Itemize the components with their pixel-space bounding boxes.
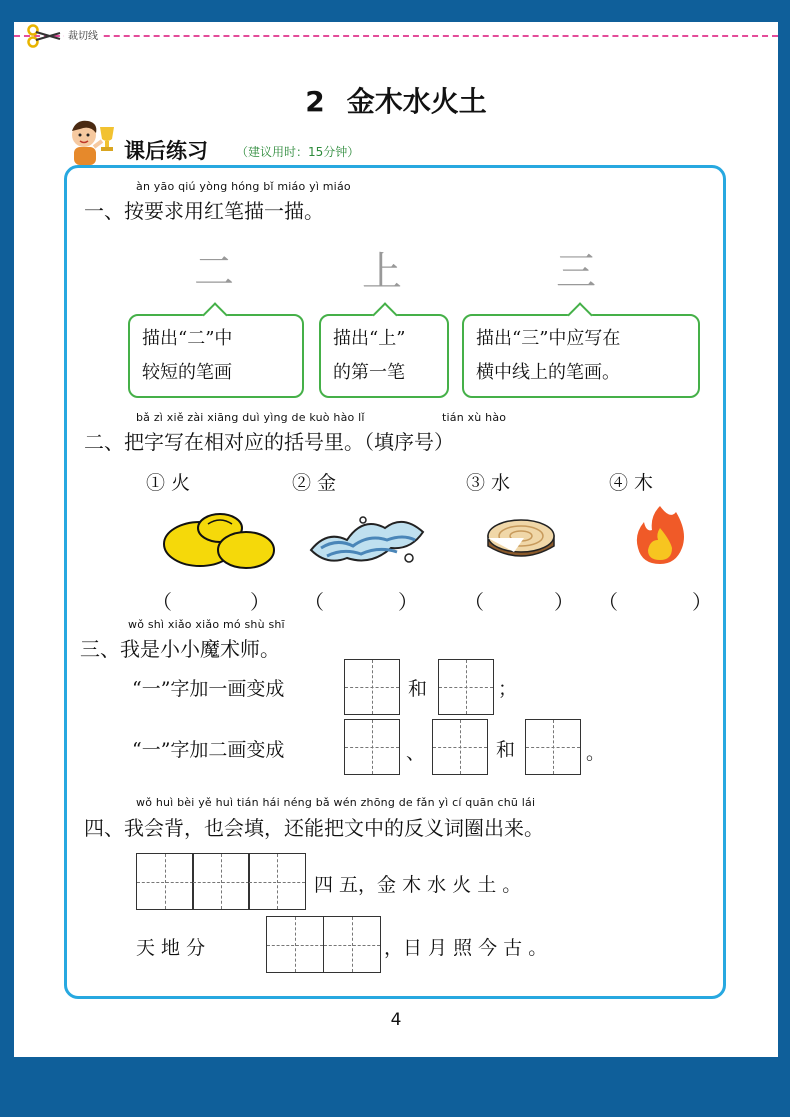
paren-3-close: ） — [554, 590, 574, 614]
q3-answer-box-5[interactable] — [525, 719, 581, 775]
option-water: ③ 水 — [466, 472, 511, 494]
q3-answer-box-2[interactable] — [438, 659, 494, 715]
q3-line1-and: 和 — [408, 678, 428, 700]
q2-note: （填序号） — [364, 430, 454, 454]
gold-ingots-icon — [162, 506, 276, 570]
paren-4-close: ） — [692, 590, 712, 614]
lesson-number: 2 — [305, 85, 325, 118]
page-number: 4 — [390, 1010, 402, 1030]
q3-line2-sep: 、 — [406, 742, 426, 764]
trace-char-2: 上 — [362, 249, 402, 295]
q3-pinyin: wǒ shì xiǎo xiǎo mó shù shī — [128, 618, 285, 631]
hint-1-line2: 较短的笔画 — [142, 362, 232, 383]
q4-line1-text: 四 五，金 木 水 火 土 。 — [314, 874, 522, 896]
q2-main-text: 二、把字写在相对应的括号里。 — [84, 430, 364, 454]
paren-2-open: （ — [304, 590, 324, 614]
q4-box-4[interactable] — [266, 916, 324, 973]
q1-pinyin: àn yāo qiú yòng hóng bǐ miáo yì miáo — [136, 180, 351, 193]
q3-answer-box-3[interactable] — [344, 719, 400, 775]
trace-char-3: 三 — [556, 249, 596, 295]
q3-line2-text: “一”字加二画变成 — [132, 739, 285, 761]
q2-pinyin: bǎ zì xiě zài xiāng duì yìng de kuò hào lǐ — [136, 411, 365, 424]
cut-line — [14, 35, 778, 37]
paren-1-close: ） — [250, 590, 270, 614]
q4-pinyin: wǒ huì bèi yě huì tián hái néng bǎ wén zhōng de fǎn yì cí quān chū lái — [136, 796, 536, 809]
hint-1-line1: 描出“二”中 — [142, 328, 233, 349]
q3-line2-and: 和 — [496, 739, 516, 761]
hint-2-line1: 描出“上” — [333, 328, 406, 349]
q3-answer-box-1[interactable] — [344, 659, 400, 715]
paren-4-open: （ — [598, 590, 618, 614]
boy-trophy-icon — [64, 117, 126, 165]
fire-icon — [630, 504, 690, 566]
wood-log-icon — [484, 508, 558, 564]
hint-3-line1: 描出“三”中应写在 — [476, 328, 621, 349]
q1-text: 一、按要求用红笔描一描。 — [84, 199, 324, 223]
hint-3-line2: 横中线上的笔画。 — [476, 362, 620, 383]
option-gold: ② 金 — [292, 472, 337, 494]
q3-answer-box-4[interactable] — [432, 719, 488, 775]
homework-time-note: （建议用时：15分钟） — [236, 145, 360, 159]
cut-line-label: 裁切线 — [64, 27, 102, 42]
paren-2-close: ） — [398, 590, 418, 614]
paren-1-open: （ — [152, 590, 172, 614]
water-waves-icon — [307, 510, 427, 568]
q4-line2-end: ，日 月 照 今 古 。 — [384, 937, 548, 959]
scissors-icon — [26, 24, 62, 48]
q4-box-1[interactable] — [136, 853, 194, 910]
lesson-name: 金木水火土 — [346, 85, 487, 118]
q4-box-5[interactable] — [323, 916, 381, 973]
q2-text — [84, 426, 454, 455]
q2-pinyin-note: tián xù hào — [442, 411, 507, 424]
q3-line2-end: 。 — [586, 742, 606, 764]
q3-line1-end: ； — [498, 678, 518, 700]
q3-text: 三、我是小小魔术师。 — [80, 637, 280, 661]
homework-title: 课后练习 — [124, 139, 208, 163]
q4-box-3[interactable] — [248, 853, 306, 910]
worksheet-page — [14, 22, 778, 1057]
q4-line2-start: 天 地 分 — [136, 937, 206, 959]
trace-char-1: 二 — [194, 249, 234, 295]
q4-text: 四、我会背，也会填，还能把文中的反义词圈出来。 — [84, 816, 544, 840]
q3-line1-text: “一”字加一画变成 — [132, 678, 285, 700]
q4-box-2[interactable] — [192, 853, 250, 910]
hint-2-line2: 的第一笔 — [333, 362, 405, 383]
option-fire: ① 火 — [146, 472, 191, 494]
lesson-title — [14, 80, 778, 120]
option-wood: ④ 木 — [609, 472, 654, 494]
paren-3-open: （ — [464, 590, 484, 614]
